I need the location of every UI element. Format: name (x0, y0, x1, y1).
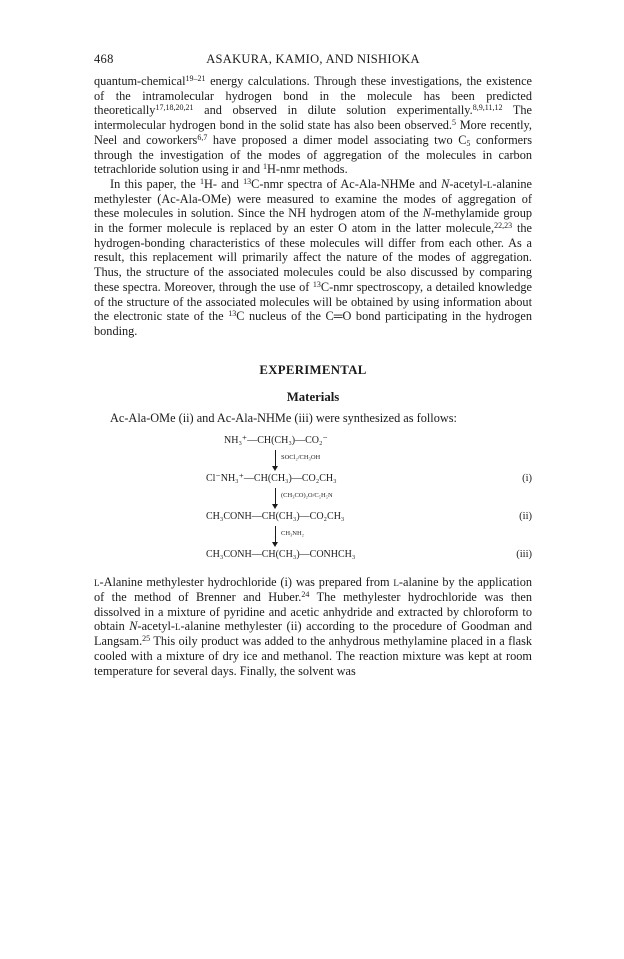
compound-i: Cl⁻NH₃⁺—CH(CH₃)—CO₂CH₃ (206, 473, 337, 485)
synthesis-lead: Ac-Ala-OMe (ii) and Ac-Ala-NHMe (iii) were synthesized as follows: (110, 410, 457, 425)
compound-label: (i) (522, 473, 532, 485)
reaction-arrow (275, 450, 276, 467)
reaction-scheme (94, 433, 532, 561)
reagent-label: SOCl₂/CH₃OH (281, 454, 321, 462)
reaction-arrow (275, 526, 276, 543)
running-header (94, 52, 532, 74)
page-number: 468 (94, 52, 114, 66)
reaction-arrow (275, 488, 276, 505)
citation: 5 (452, 118, 456, 128)
reagent-label: CH₃NH₂ (281, 530, 304, 538)
citation: 22,23 (494, 221, 513, 231)
section-heading: EXPERIMENTAL (259, 362, 367, 377)
starting-material: NH₃⁺—CH(CH₃)—CO₂⁻ (224, 435, 328, 447)
citation: 6,7 (197, 132, 208, 142)
compound-label: (ii) (519, 511, 532, 523)
body-paragraph: l-Alanine methylester hydrochloride (i) was prepared from l-alanine by the application of the method of Brenner and Huber.$^{24}$ The methylester hydrochloride was then dissolved in a mixture of pyridine and acetic anhydride and extracted by chloroform to obtain N-acetyl-l-alanine methylester (ii) according to the procedure of Goodman and Langsam.$^{25}$ This oily product was added to the anhydrous methylamine placed in a flask cooled with a mixture of dry ice and methanol. The reaction mixture was kept at room temperature for several days. Finally, the solvent was (94, 575, 533, 678)
compound-label: (iii) (516, 549, 532, 561)
citation: 19–21 (185, 74, 206, 83)
reagent-label: (CH₃CO)₂O/C₅H₅N (281, 492, 333, 500)
compound-iii: CH₃CONH—CH(CH₃)—CONHCH₃ (206, 549, 356, 561)
intro-paragraph-1: quantum-chemical$^{19-21}$ energy calculations. Through these investigations, the existence of the intramolecular hydrogen bond in the molecule has been predicted theoretically$^{17,18,20,21}$ and observed in dilute solution experimentally.$^{8,9,11,12}$ The intermolecular hydrogen bond in the solid state has also been observed.$^5$ More recently, Neel and coworkers$^{6,7}$ have proposed a dimer model associating two $C_5$ conformers through the investigation of the modes of aggregation of the molecules in carbon tetrachloride solution using ir and $^1$H-nmr methods. (94, 74, 532, 177)
citation: 25 (142, 634, 151, 644)
subsection-heading: Materials (286, 389, 340, 404)
intro-paragraph-2: In this paper, the $^1$H- and $^{13}$C-nmr spectra of Ac-Ala-NHMe and N-acetyl-l-alanine methylester (Ac-Ala-OMe) were measured to examine the modes of aggregation of these molecules in solution. Since the NH hydrogen atom of the N-methylamide group in the former molecule is replaced by an ester O atom in the latter molecule,$^{22,23}$ the hydrogen-bonding characteristics of these molecules will differ from each other. As a result, this replacement will primarily affect the nature of the modes of aggregation. Thus, the structure of the associated molecules could be also discussed by comparing these spectra. Moreover, through the use of $^{13}$C-nmr spectroscopy, a detailed knowledge of the structure of the associated molecules will be obtained by using information about the electronic state of the $^{13}$C nucleus of the C═O bond participating in the hydrogen bonding. (94, 176, 533, 338)
running-title: ASAKURA, KAMIO, AND NISHIOKA (206, 52, 420, 66)
citation: 8,9,11,12 (472, 103, 503, 113)
citation: 24 (301, 590, 310, 600)
citation: 17,18,20,21 (155, 103, 194, 113)
compound-ii: CH₃CONH—CH(CH₃)—CO₂CH₃ (206, 511, 345, 523)
page (94, 52, 532, 678)
